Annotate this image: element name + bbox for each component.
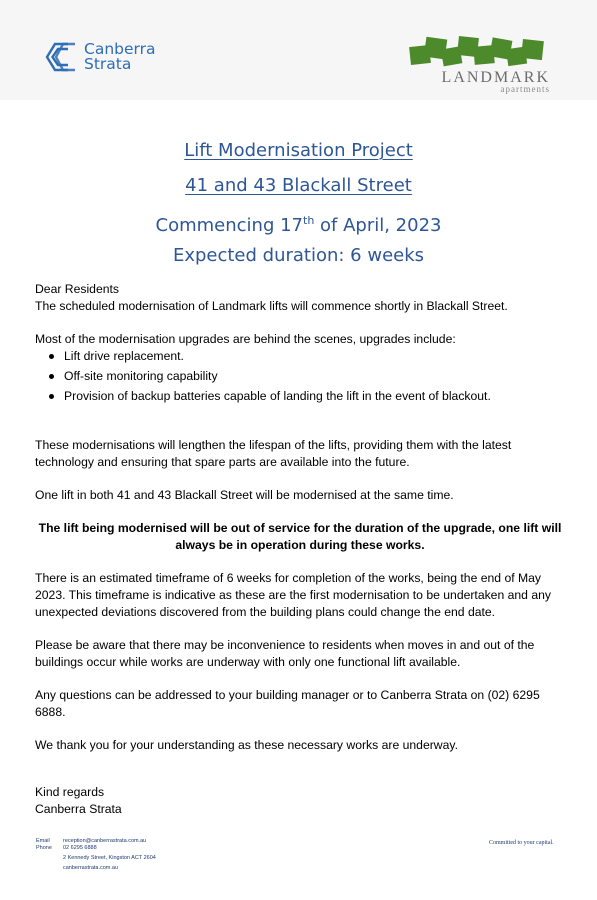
questions-paragraph: Any questions can be addressed to your building manager or to Canberra Strata on (02) 6295 6888. [35,688,540,719]
street-address: 2 Kennedy Street, Kingston ACT 2604 [63,855,156,861]
contact-details [36,838,156,872]
list-item: Provision of backup batteries capable of landing the lift in the event of blackout. [64,388,565,408]
logo-line-canberra: Canberra [84,40,156,58]
canberra-strata-mark-icon [44,40,78,74]
thanks-paragraph: We thank you for your understanding as these necessary works are underway. [35,738,458,752]
one-lift-paragraph: One lift in both 41 and 43 Blackall Street will be modernised at the same time. [35,488,454,502]
phone-number: 02 6295 6888 [63,845,97,851]
lifespan-paragraph: These modernisations will lengthen the lifespan of the lifts, providing them with the latest technology and ensuring that spare parts are available into the future. [35,438,512,469]
letter-footer [0,832,597,880]
closing: Kind regards [35,785,105,799]
tagline: Committed to your capital. [489,840,554,846]
project-title: Lift Modernisation Project [184,140,413,161]
signatory: Canberra Strata [35,802,122,816]
expected-duration: Expected duration: 6 weeks [172,245,425,266]
landmark-wordmark: LANDMARK [441,69,550,86]
salutation: Dear Residents [35,282,119,296]
start-date: Commencing 17th of April, 2023 [155,214,442,236]
timeframe-paragraph: There is an estimated timeframe of 6 weeks for completion of the works, being the end of May 2023. This timeframe is indicative as these are the first modernisation to be undertaken and any unexpected deviations discovered from the building plans could change the end date. [35,571,551,619]
project-address: 41 and 43 Blackall Street [185,175,412,196]
inconvenience-paragraph: Please be aware that there may be inconvenience to residents when moves in and out of the buildings occur while works are underway with only one functional lift available. [35,638,535,669]
landmark-logo [408,34,550,94]
logo-line-strata: Strata [84,55,132,73]
upgrades-list [35,348,565,408]
list-item: Lift drive replacement. [64,348,565,368]
website-link[interactable]: canberrastrata.com.au [63,865,119,871]
landmark-subtitle: apartments [500,84,550,94]
email-label: Email [36,838,50,844]
list-item: Off-site monitoring capability [64,368,565,388]
upgrades-intro: Most of the modernisation upgrades are behind the scenes, upgrades include: [35,332,456,346]
landmark-green-squares-icon [408,34,550,74]
letter-body [35,281,565,818]
canberra-strata-logo [44,40,156,74]
out-of-service-notice: The lift being modernised will be out of service for the duration of the upgrade, one lift will always be in operation during these works. [38,521,562,552]
email-address[interactable]: reception@canberrastrata.com.au [63,838,147,844]
notice-heading [0,138,597,278]
phone-label: Phone [36,845,52,851]
intro-paragraph: The scheduled modernisation of Landmark lifts will commence shortly in Blackall Street. [35,299,508,313]
